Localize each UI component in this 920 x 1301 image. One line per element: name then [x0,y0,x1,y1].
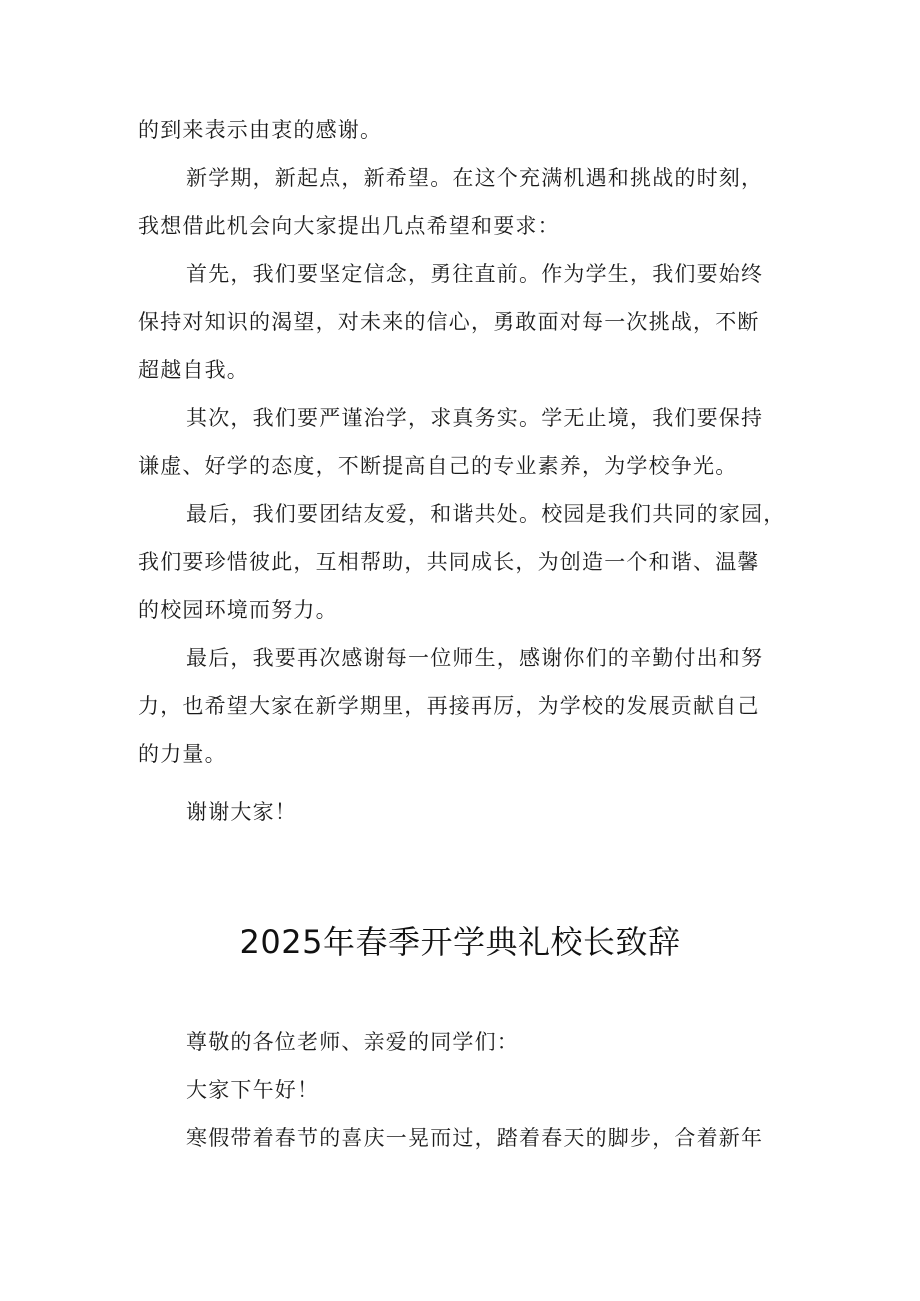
speech-body-opening [138,1018,792,1162]
body-line: 保持对知识的渴望，对未来的信心，勇敢面对每一次挑战，不断 [138,310,760,334]
body-line: 我想借此机会向大家提出几点希望和要求： [138,214,560,238]
body-line: 力，也希望大家在新学期里，再接再厉，为学校的发展贡献自己 [138,694,760,718]
closing-thanks: 谢谢大家！ [186,800,297,824]
body-line: 的到来表示由衷的感谢。 [138,118,383,142]
body-line: 最后，我要再次感谢每一位师生，感谢你们的辛勤付出和努 [186,646,764,670]
body-line: 首先，我们要坚定信念，勇往直前。作为学生，我们要始终 [186,262,764,286]
body-line: 我们要珍惜彼此，互相帮助，共同成长，为创造一个和谐、温馨 [138,550,760,574]
document-title: 2025年春季开学典礼校长致辞 [239,923,681,961]
greeting: 大家下午好！ [186,1078,320,1102]
body-line: 新学期，新起点，新希望。在这个充满机遇和挑战的时刻， [186,166,764,190]
body-line: 谦虚、好学的态度，不断提高自己的专业素养，为学校争光。 [138,454,738,478]
body-line: 最后，我们要团结友爱，和谐共处。校园是我们共同的家园， [186,502,786,526]
body-line: 的校园环境而努力。 [138,598,338,622]
body-line: 的力量。 [138,742,227,766]
body-line: 其次，我们要严谨治学，求真务实。学无止境，我们要保持 [186,406,764,430]
speech-body-continued [138,106,792,836]
body-line: 寒假带着春节的喜庆一晃而过，踏着春天的脚步，合着新年 [186,1126,764,1150]
salutation: 尊敬的各位老师、亲爱的同学们： [186,1030,519,1054]
body-line: 超越自我。 [138,358,249,382]
